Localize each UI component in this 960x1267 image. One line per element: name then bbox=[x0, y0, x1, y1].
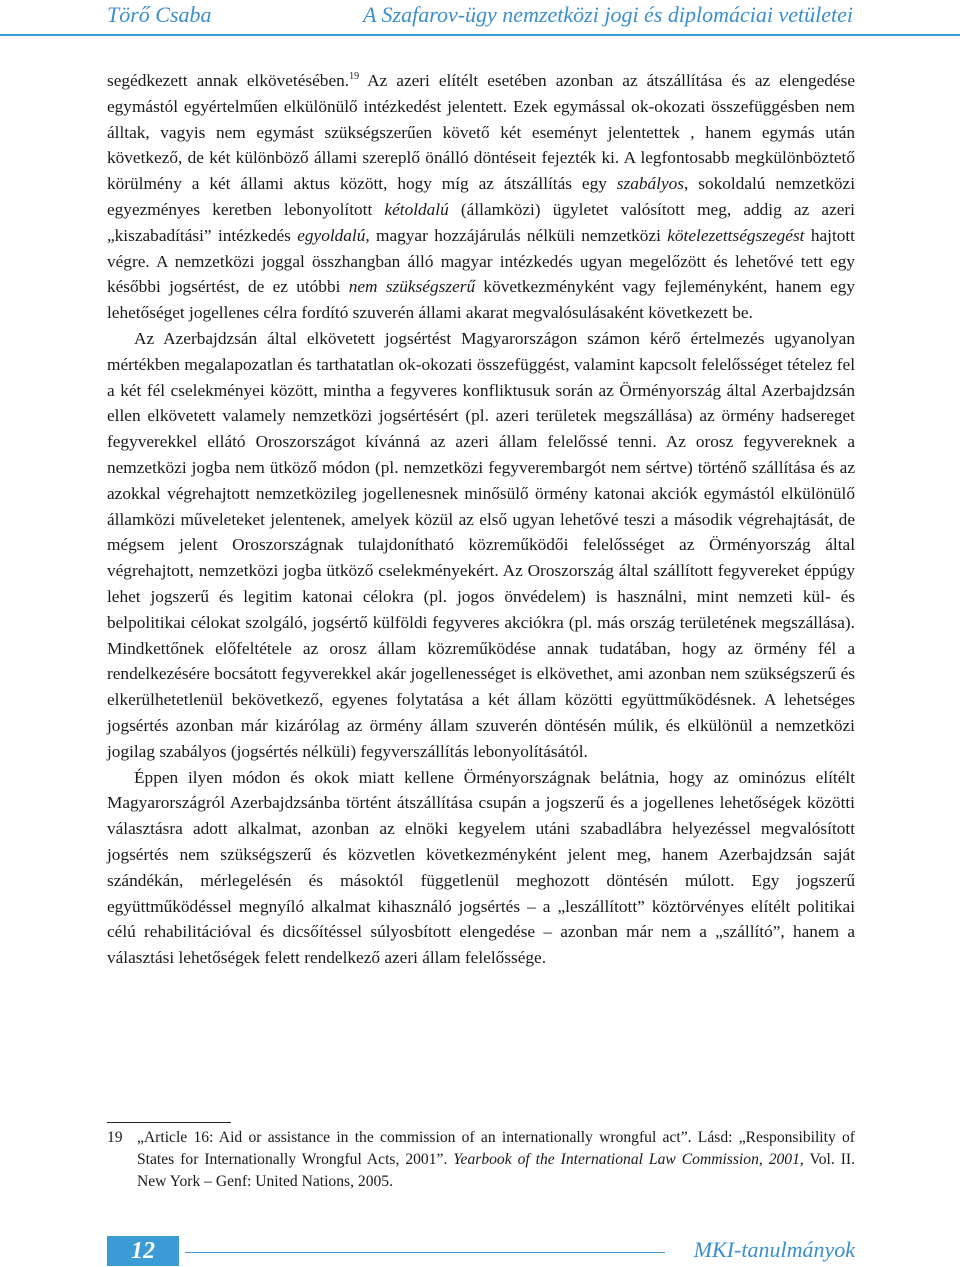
text-run: Az azeri elítélt esetében azonban az átszállítása és az elengedése egymástól egyértelműen elkülönülő intézkedést jelentett. Ezek egymással ok-okozati összefüggésben nem álltak, vagyis nem egymást szükségszerűen követő két eseményt jelentettek , hanem egymás után következő, de két különböző állami szereplő önálló döntéseit fejezték ki. A legfontosabb megkülönböztető körülmény a két állami aktus között, hogy míg az átszállítás egy bbox=[107, 71, 855, 194]
paragraph-3: Éppen ilyen módon és okok miatt kellene Örményországnak belátnia, hogy az ominózus elítélt Magyarországról Azerbajdzsánba történt átszállítása csupán a jogszerű és a jogellenes lehetőségek közötti választásra adott alkalmat, azonban az elnöki kegyelem utáni szabadlábra helyezéssel megvalósított jogsértés nem szükségszerű és közvetlen következményként jelent meg, hanem Azerbajdzsán saját szándékán, mérlegelésén és másoktól függetlenül meghozott döntésén múlott. Egy jogszerű együttműködéssel megnyíló alkalmat kihasználó jogsértés – a „leszállított” köztörvényes elítélt politikai célú rehabilitációval és dicsőítéssel súlyosbított elengedése – azonban már nem a „szállító”, hanem a választási lehetőségek felett rendelkező azeri állam felelőssége. bbox=[107, 767, 855, 968]
text-run: „Article 16: Aid or assistance in the commission of an internationally wrongful act”. Lásd: „Responsibility of States for Internationally Wrongful Acts, 2001”. bbox=[137, 1129, 855, 1168]
header-title: A Szafarov-ügy nemzetközi jogi és diplomáciai vetületei bbox=[362, 2, 853, 27]
text-run: segédkezett annak elkövetésében. bbox=[107, 71, 350, 90]
text-run: , Vol. II. New York – Genf: United Nations, 2005. bbox=[137, 1151, 855, 1190]
emphasis: kötelezettségszegést bbox=[667, 225, 805, 245]
footnote bbox=[107, 1127, 855, 1193]
emphasis: szabályos bbox=[616, 174, 684, 194]
header-author: Törő Csaba bbox=[107, 2, 212, 27]
footnote-divider bbox=[107, 1122, 231, 1123]
text-run: hajtott végre. A nemzetközi joggal összhangban álló magyar intézkedés ugyan megelőzött és lehetővé tett egy későbbi jogsértést, de ez utóbbi bbox=[107, 225, 855, 297]
text-run: következményként vagy fejleményként, hanem egy lehetőséget jogellenes célra fordító szuverén állami akarat megvalósulásaként következett be. bbox=[107, 277, 855, 323]
footnote-number: 19 bbox=[107, 1129, 123, 1146]
page-number: 12 bbox=[107, 1236, 179, 1266]
text-run: , magyar hozzájárulás nélküli nemzetközi bbox=[365, 225, 668, 245]
emphasis: egyoldalú bbox=[297, 225, 366, 245]
page-header bbox=[0, 0, 960, 36]
emphasis: Yearbook of the International Law Commission, 2001 bbox=[453, 1151, 800, 1168]
journal-name: MKI-tanulmányok bbox=[693, 1237, 855, 1262]
paragraph-2: Az Azerbajdzsán által elkövetett jogsértést Magyarországon számon kérő értelmezés ugyanolyan mértékben megalapozatlan és tarthatatlan ok-okozati összefüggést, valamint kapcsolt felelősséget tételez fel a két fél cselekményei között, mintha a fegyveres konfliktusuk során az Örményország által Azerbajdzsán ellen elkövetett valamely nemzetközi jogsértésért (pl. azeri területek megszállása) az örmény hadsereget fegyverekkel ellátó Oroszországot kívánná az azeri állam felelőssé tenni. Az orosz fegyvereknek a nemzetközi jogba nem ütköző módon (pl. nemzetközi fegyverembargót nem sértve) történő szállítása és az azokkal végrehajtott nemzetközileg jogellenesnek minősülő örmény katonai akciók egymástól elkülönülő államközi műveleteket jelentenek, amelyek közül az első ugyan lehetővé teszi a második végrehajtását, de mégsem jelent Oroszországnak tulajdonítható közreműködői felelősséget az Örményország által végrehajtott, nemzetközi jogba ütköző cselekményekért. Az Oroszország által szállított fegyvereket éppúgy lehet jogszerű és legitim katonai célokra (pl. jogos önvédelem) is használni, mint nemzeti kül- és belpolitikai célokat szolgáló, jogsértő külföldi fegyveres akciókra (pl. más ország területének megszállása). Mindkettőnek előfeltétele az orosz állam közreműködése annak tudatában, hogy az örmény fél a rendelkezésére bocsátott fegyverekkel akár jogellenességet is elkövethet, ami azonban nem szükségszerű és elkerülhetetlenül bekövetkező, egyenes folytatása a két állam közötti együttműködésnek. A lehetséges jogsértés azonban már kizárólag az örmény állam szuverén döntésén múlik, és elkülönül a nemzetközi jogilag szabályos (jogsértés nélküli) fegyverszállítás lebonyolításától. bbox=[107, 328, 855, 761]
text-run: , sokoldalú nemzetközi egyezményes keretben lebonyolított bbox=[107, 174, 855, 219]
footnote-reference[interactable]: 19 bbox=[349, 71, 360, 82]
emphasis: kétoldalú bbox=[384, 199, 449, 219]
footnote-text bbox=[137, 1127, 855, 1193]
paragraph-1 bbox=[107, 68, 855, 326]
footer-divider bbox=[185, 1252, 665, 1253]
emphasis: nem szükségszerű bbox=[348, 277, 476, 297]
text-run: (államközi) ügyletet valósított meg, addig az azeri „kiszabadítási” intézkedés bbox=[107, 199, 855, 245]
body-text bbox=[107, 68, 855, 971]
